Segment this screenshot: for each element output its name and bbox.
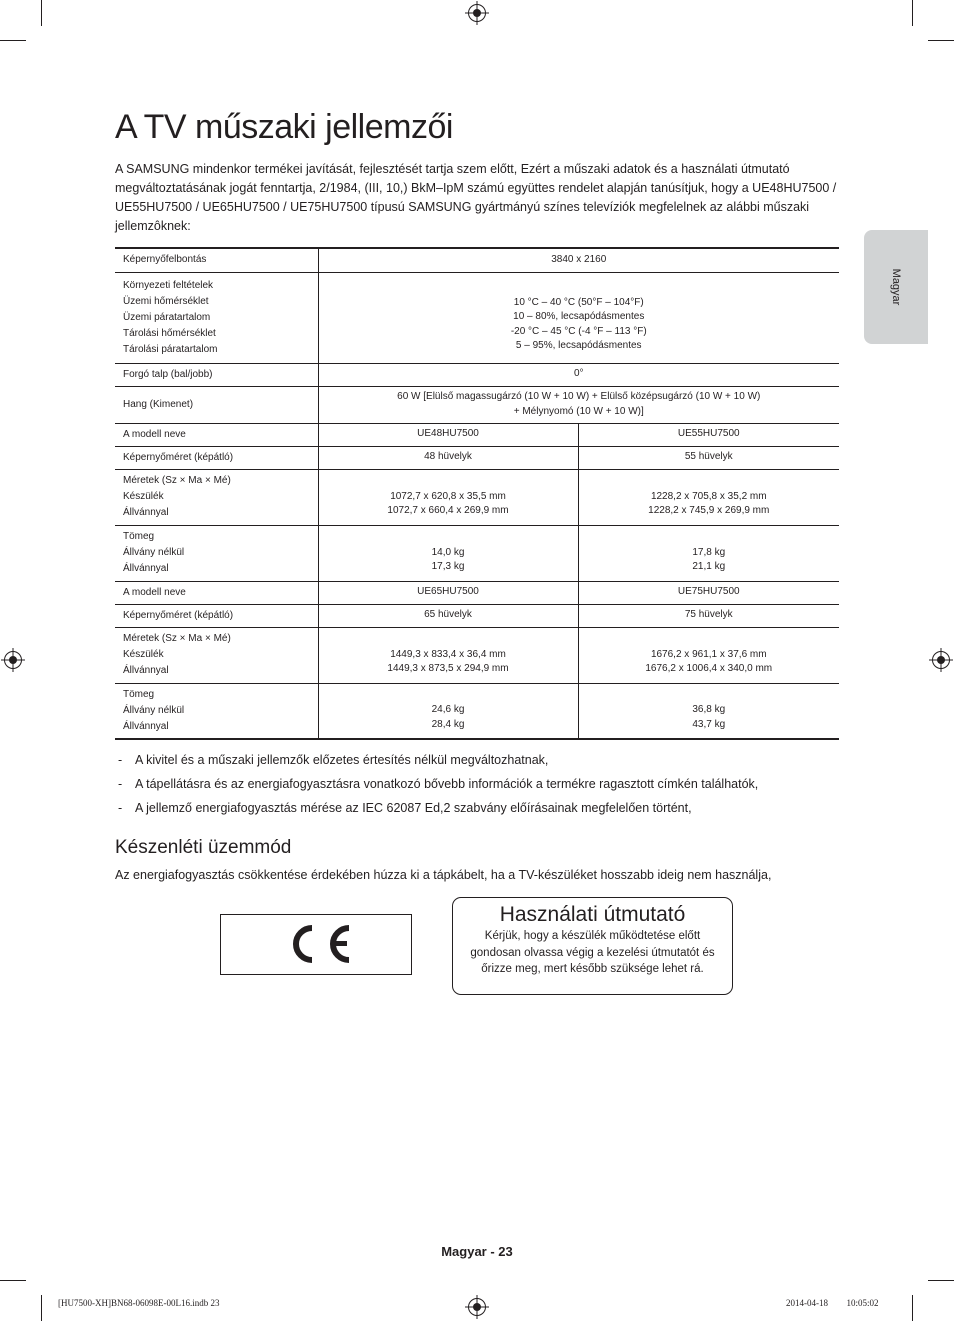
cell-value: UE55HU7500 <box>578 423 839 446</box>
manual-body <box>453 928 732 978</box>
list-item <box>115 798 840 822</box>
cell-value <box>318 627 578 683</box>
crop-mark <box>0 1280 26 1281</box>
print-slug-left: [HU7500-XH]BN68-06098E-00L16.indb 23 <box>58 1298 220 1308</box>
table-row <box>115 604 839 627</box>
value-line: 1676,2 x 1006,4 x 340,0 mm <box>645 663 773 674</box>
table-row <box>115 363 839 386</box>
row-label: Képernyőméret (képátló) <box>115 446 318 469</box>
value-line: 10 °C – 40 °C (50°F – 104°F) <box>513 296 644 308</box>
label-line: Tárolási hőmérséklet <box>123 327 216 339</box>
row-label: Képernyőméret (képátló) <box>115 604 318 627</box>
cell-value: 0° <box>318 363 839 386</box>
crop-mark <box>41 0 42 26</box>
row-label <box>115 627 318 683</box>
value-line: 1072,7 x 660,4 x 269,9 mm <box>387 505 509 516</box>
crop-mark <box>928 1280 954 1281</box>
value-line: 24,6 kg <box>431 704 465 716</box>
value-line: 17,8 kg <box>692 546 726 558</box>
value-line: 1449,3 x 873,5 x 294,9 mm <box>387 663 509 674</box>
table-row <box>115 248 839 272</box>
registration-mark-icon <box>4 651 22 669</box>
cell-value: 75 hüvelyk <box>578 604 839 627</box>
cell-value: 48 hüvelyk <box>318 446 578 469</box>
label-line: Üzemi páratartalom <box>123 311 211 323</box>
value-line: 28,4 kg <box>431 718 465 730</box>
list-item <box>115 774 840 798</box>
cell-value <box>318 469 578 525</box>
cell-value: UE48HU7500 <box>318 423 578 446</box>
table-row <box>115 683 839 739</box>
registration-mark-icon <box>468 4 486 22</box>
print-slug-right: 2014-04-18 ￿￿ 10:05:02 <box>786 1298 879 1308</box>
label-line: Készülék <box>123 491 164 502</box>
cell-value <box>578 683 839 739</box>
row-label: Hang (Kimenet) <box>115 386 318 423</box>
value-line: 43,7 kg <box>692 718 726 730</box>
label-line: Állvánnyal <box>123 563 169 574</box>
cell-value: UE75HU7500 <box>578 581 839 604</box>
value-line: 1228,2 x 705,8 x 35,2 mm <box>650 490 767 502</box>
table-row <box>115 469 839 525</box>
cell-value <box>318 386 839 423</box>
value-line: 21,1 kg <box>692 561 726 572</box>
ce-mark-icon <box>279 923 353 965</box>
language-side-tab <box>864 230 928 344</box>
standby-text: Az energiafogyasztás csökkentése érdekében húzza ki a tápkábelt, ha a TV-készüléket hosszabb ideig nem használja, <box>115 868 772 882</box>
label-line: Méretek (Sz × Ma × Mé) <box>123 475 231 486</box>
table-row <box>115 272 839 363</box>
row-label <box>115 272 318 363</box>
table-row <box>115 581 839 604</box>
cell-value: 3840 x 2160 <box>318 248 839 272</box>
label-line: Állvány nélkül <box>123 704 185 716</box>
crop-mark <box>41 1295 42 1321</box>
label-line: Állvánnyal <box>123 665 169 676</box>
label-line: Tárolási páratartalom <box>123 343 218 355</box>
label-line: Állvánnyal <box>123 720 169 732</box>
value-line: 17,3 kg <box>431 561 465 572</box>
registration-mark-icon <box>468 1298 486 1316</box>
bullet-dash: - <box>118 777 123 791</box>
user-manual-box <box>452 897 733 995</box>
page-title: A TV műszaki jellemzői <box>115 108 453 146</box>
value-line: 5 – 95%, lecsapódásmentes <box>515 340 642 351</box>
value-line: + Mélynyomó (10 W + 10 W)] <box>513 405 644 417</box>
value-line: 10 – 80%, lecsapódásmentes <box>513 311 645 322</box>
page-number: Magyar - 23 <box>441 1244 513 1259</box>
side-tab-label: Magyar <box>890 268 902 306</box>
label-line: Állvány nélkül <box>123 547 185 558</box>
note-text: A tápellátásra és az energiafogyasztásra vonatkozó bővebb információk a termékre ragasztott címkén találhatók, <box>135 777 759 791</box>
cell-value <box>318 683 578 739</box>
cell-value: 55 hüvelyk <box>578 446 839 469</box>
crop-mark <box>912 1295 913 1321</box>
table-row <box>115 525 839 581</box>
row-label: A modell neve <box>115 423 318 446</box>
cell-value: UE65HU7500 <box>318 581 578 604</box>
value-line: 1449,3 x 833,4 x 36,4 mm <box>390 648 506 660</box>
label-line: Méretek (Sz × Ma × Mé) <box>123 633 231 644</box>
cell-value: 65 hüvelyk <box>318 604 578 627</box>
section-heading: Készenléti üzemmód <box>115 837 292 858</box>
table-row <box>115 446 839 469</box>
label-line: Tömeg <box>123 688 155 700</box>
notes-list <box>115 750 840 822</box>
note-text: A kivitel és a műszaki jellemzők előzetes értesítés nélkül megváltozhatnak, <box>135 753 549 767</box>
crop-mark <box>0 40 26 41</box>
row-label <box>115 683 318 739</box>
value-line: -20 °C – 45 °C (-4 °F – 113 °F) <box>510 325 647 337</box>
value-line: 1072,7 x 620,8 x 35,5 mm <box>390 490 506 502</box>
note-text: A jellemző energiafogyasztás mérése az IEC 62087 Ed,2 szabvány előírásainak megfelelően történt, <box>135 801 692 815</box>
label-line: Környezeti feltételek <box>123 279 214 291</box>
manual-title: Használati útmutató <box>499 903 686 926</box>
row-label <box>115 525 318 581</box>
manual-line: Kérjük, hogy a készülék működtetése előtt <box>484 930 701 942</box>
spec-table <box>115 247 839 740</box>
cell-value <box>318 272 839 363</box>
cell-value <box>578 469 839 525</box>
bullet-dash: - <box>118 753 123 767</box>
table-row <box>115 423 839 446</box>
value-line: 1676,2 x 961,1 x 37,6 mm <box>650 648 767 660</box>
label-line: Készülék <box>123 649 164 660</box>
row-label: Forgó talp (bal/jobb) <box>115 363 318 386</box>
value-line: 36,8 kg <box>692 704 726 716</box>
row-label <box>115 469 318 525</box>
manual-line: gondosan olvassa végig a kezelési útmutatót és <box>470 946 715 959</box>
label-line: Üzemi hőmérséklet <box>123 295 209 307</box>
cell-value <box>578 627 839 683</box>
cell-value <box>318 525 578 581</box>
row-label: Képernyőfelbontás <box>115 248 318 272</box>
value-line: 14,0 kg <box>431 546 465 558</box>
cell-value <box>578 525 839 581</box>
crop-mark <box>928 40 954 41</box>
label-line: Állvánnyal <box>123 507 169 518</box>
table-row <box>115 627 839 683</box>
registration-mark-icon <box>932 651 950 669</box>
row-label: A modell neve <box>115 581 318 604</box>
ce-mark-box <box>220 914 412 975</box>
table-row <box>115 386 839 423</box>
crop-mark <box>912 0 913 26</box>
value-line: 60 W [Elülső magassugárzó (10 W + 10 W) + Elülső középsugárzó (10 W + 10 W) <box>397 391 761 402</box>
value-line: 1228,2 x 745,9 x 269,9 mm <box>648 505 770 516</box>
manual-line: őrizze meg, mert később szüksége lehet rá. <box>481 963 704 975</box>
intro-paragraph: A SAMSUNG mindenkor termékei javítását, fejlesztését tartja szem előtt, Ezért a műszaki adatok és a használati útmutató megváltoztatásának jogát fenntartja, 2/1984, (III, 10,) BkM–IpM számú együttes rendelet alapján tanúsítjuk, hogy a UE48HU7500 / UE55HU7500 / UE65HU7500 / UE75HU7500 típusú SAMSUNG gyártmányú színes televíziók megfelelnek az alábbi műszaki jellemzôknek: <box>115 162 837 233</box>
bullet-dash: - <box>118 801 123 815</box>
list-item <box>115 750 840 774</box>
label-line: Tömeg <box>123 531 155 542</box>
